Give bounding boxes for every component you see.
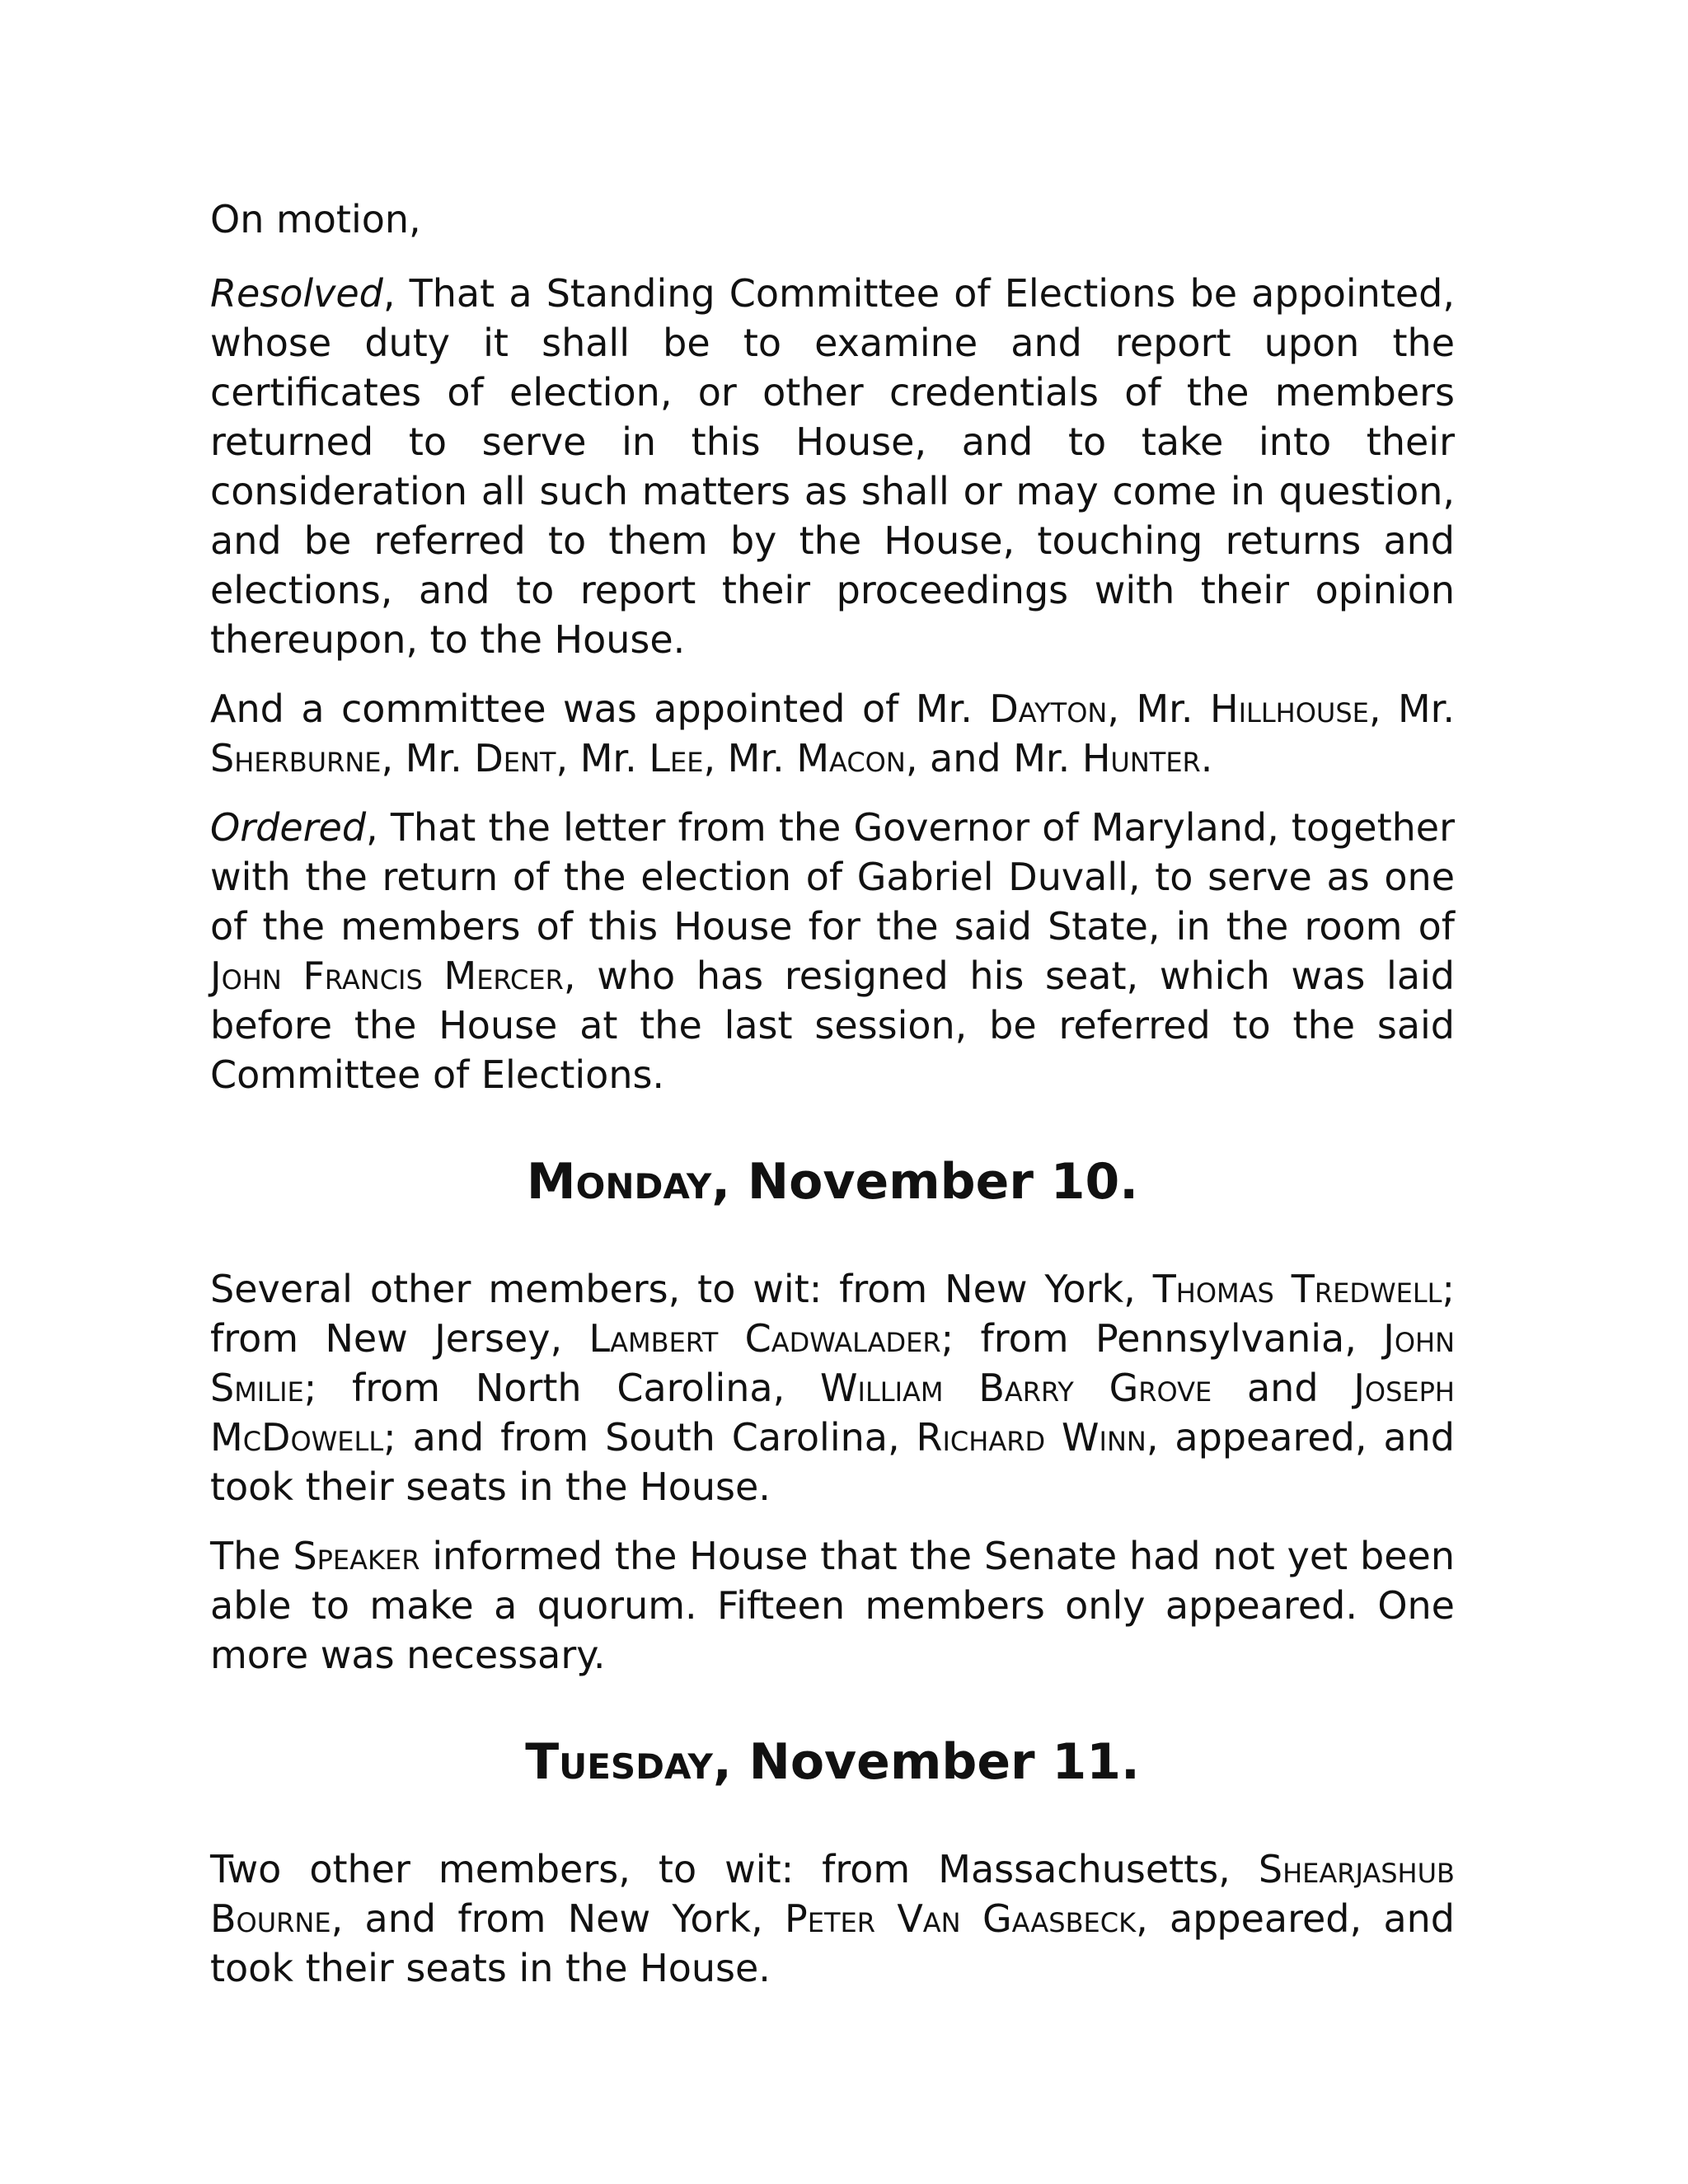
tuesday-members-paragraph [210, 1844, 1455, 1993]
member-name: Dayton [989, 687, 1108, 731]
member-name: Lambert Cadwalader [588, 1316, 941, 1361]
paragraph-text: , and from New York, [331, 1896, 785, 1941]
ordered-text: , who has resigned his seat, which was laid before the House at the last session, be referred to the said Committee of Elections. [210, 954, 1455, 1097]
ordered-paragraph [210, 803, 1455, 1099]
member-name: Richard Winn [916, 1415, 1146, 1460]
on-motion-text: On motion, [210, 197, 421, 241]
paragraph-text: ; and from South Carolina, [383, 1415, 917, 1460]
committee-text: . [1200, 736, 1213, 780]
member-name: John Francis Mercer [210, 954, 564, 998]
section-heading-monday [210, 1149, 1455, 1215]
committee-paragraph [210, 684, 1455, 783]
paragraph-text: informed the House that the Senate had not yet been able to make a quorum. Fifteen members only appeared. One more was necessary. [210, 1534, 1455, 1677]
member-name: John Smilie [210, 1316, 1456, 1410]
paragraph-text: ; from New Jersey, [210, 1267, 1455, 1361]
committee-text: , Mr. [381, 736, 475, 780]
on-motion-line [210, 194, 1455, 244]
member-name: William Barry Grove [820, 1366, 1212, 1410]
paragraph-text: Two other members, to wit: from Massachusetts, [210, 1847, 1259, 1891]
heading-date: , November 11. [712, 1733, 1140, 1791]
paragraph-text: The [210, 1534, 293, 1578]
committee-text: And a committee was appointed of Mr. [210, 687, 990, 731]
resolved-paragraph [210, 269, 1455, 664]
speaker-title: Speaker [293, 1534, 420, 1578]
paragraph-text: and [1212, 1366, 1354, 1410]
heading-date: , November 10. [711, 1153, 1139, 1211]
member-name: Macon [796, 736, 906, 780]
resolved-lead: Resolved [210, 271, 383, 316]
member-name: Shearjashub Bourne [210, 1847, 1455, 1941]
paragraph-text: , appeared, and took their seats in the House. [210, 1415, 1455, 1509]
member-name: Thomas Tredwell [1152, 1267, 1442, 1311]
document-page [210, 194, 1455, 2013]
committee-text: , Mr. [1368, 687, 1455, 731]
committee-text: , and Mr. [905, 736, 1082, 780]
heading-day: Tuesday [525, 1733, 713, 1791]
resolved-text: , That a Standing Committee of Elections be appointed, whose duty it shall be to examine and report upon the certificates of election, or other credentials of the members returned to serve in this House, and to take into their consideration all such matters as shall or may come in question, and be referred to them by the House, touching returns and elections, and to report their proceedings with their opinion thereupon, to the House. [210, 271, 1455, 662]
committee-text: , Mr. [703, 736, 797, 780]
paragraph-text: ; from Pennsylvania, [940, 1316, 1384, 1361]
member-name: Dent [474, 736, 556, 780]
ordered-lead: Ordered [210, 805, 367, 850]
paragraph-text: Several other members, to wit: from New York, [210, 1267, 1153, 1311]
speaker-paragraph [210, 1531, 1455, 1680]
monday-members-paragraph [210, 1264, 1455, 1511]
committee-text: , Mr. [1107, 687, 1210, 731]
committee-text: , Mr. [556, 736, 649, 780]
member-name: Joseph McDowell [210, 1366, 1455, 1460]
member-name: Peter Van Gaasbeck [785, 1896, 1137, 1941]
paragraph-text: ; from North Carolina, [303, 1366, 821, 1410]
section-heading-tuesday [210, 1729, 1455, 1795]
member-name: Lee [649, 736, 704, 780]
member-name: Hillhouse [1209, 687, 1369, 731]
member-name: Hunter [1081, 736, 1201, 780]
paragraph-text: , appeared, and took their seats in the House. [210, 1896, 1455, 1990]
member-name: Sherburne [210, 736, 382, 780]
heading-day: Monday [526, 1153, 712, 1211]
ordered-text: , That the letter from the Governor of Maryland, together with the return of the election of Gabriel Duvall, to serve as one of the members of this House for the said State, in the room of [210, 805, 1455, 949]
